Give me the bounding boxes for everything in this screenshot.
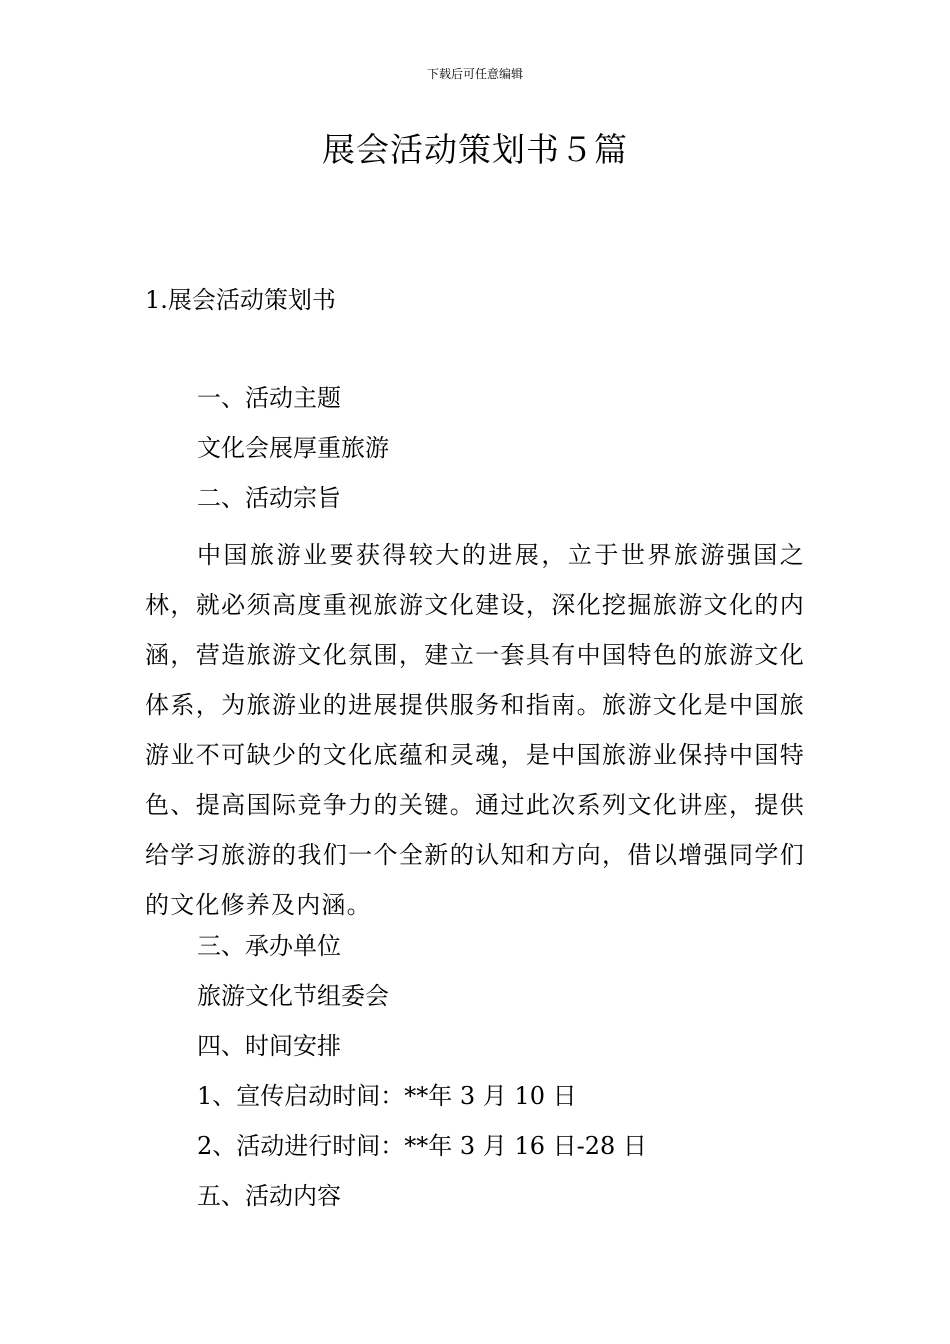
theme-heading: 一、活动主题	[197, 384, 341, 412]
theme-text: 文化会展厚重旅游	[197, 434, 389, 462]
schedule-heading: 四、时间安排	[197, 1032, 341, 1060]
section-heading: 1.展会活动策划书	[145, 286, 336, 314]
header-note: 下载后可任意编辑	[426, 67, 523, 81]
schedule-item-1: 1、宣传启动时间：**年 3 月 10 日	[197, 1082, 577, 1110]
organizer-heading: 三、承办单位	[197, 932, 341, 960]
schedule-item-2: 2、活动进行时间：**年 3 月 16 日-28 日	[197, 1132, 647, 1160]
purpose-heading: 二、活动宗旨	[197, 484, 341, 512]
content-heading: 五、活动内容	[197, 1182, 341, 1210]
organizer-text: 旅游文化节组委会	[197, 982, 389, 1010]
document-title: 展会活动策划书５篇	[322, 130, 628, 169]
purpose-paragraph: 中国旅游业要获得较大的进展，立于世界旅游强国之林，就必须高度重视旅游文化建设，深化挖掘旅游文化的内涵，营造旅游文化氛围，建立一套具有中国特色的旅游文化体系，为旅游业的进展提供服务和指南。旅游文化是中国旅游业不可缺少的文化底蕴和灵魂，是中国旅游业保持中国特色、提高国际竞争力的关键。通过此次系列文化讲座，提供给学习旅游的我们一个全新的认知和方向，借以增强同学们的文化修养及内涵。	[145, 541, 805, 919]
